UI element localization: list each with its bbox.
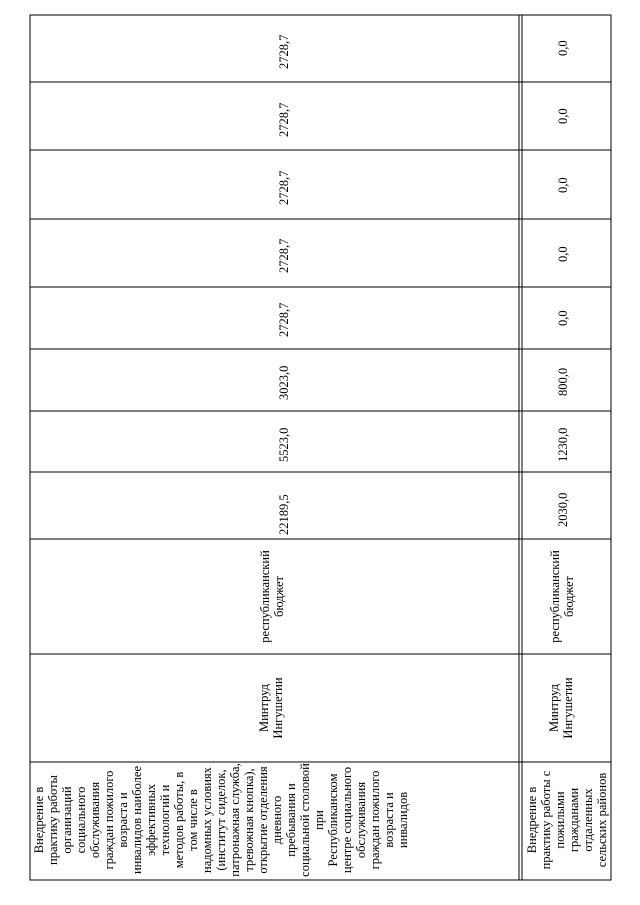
row2-value: 0,0: [556, 108, 570, 124]
row2-value: 0,0: [556, 246, 570, 262]
row2-value: 1230,0: [556, 427, 570, 462]
row2-value: 0,0: [556, 40, 570, 56]
row1-value: 2728,7: [277, 302, 291, 337]
row2-description: Внедрение в практику работы с пожилыми гражданами отдаленных сельских районов: [525, 770, 609, 870]
row2-value: 800,0: [556, 367, 570, 396]
row2-value: 2030,0: [556, 492, 570, 527]
row1-value: 2728,7: [277, 102, 291, 137]
row1-source: республиканский бюджет: [258, 550, 286, 643]
row1-value: 2728,7: [277, 238, 291, 273]
row1-executor: Минтруд Ингушетии: [257, 677, 285, 739]
row1-value: 2728,7: [277, 170, 291, 205]
row2-source: республиканский бюджет: [548, 550, 576, 643]
row1-value: 3023,0: [277, 365, 291, 400]
table-border: [30, 15, 611, 880]
row2-value: 0,0: [556, 310, 570, 326]
row2-executor: Минтруд Ингушетии: [547, 677, 575, 739]
row1-value: 5523,0: [277, 427, 291, 462]
row2-value: 0,0: [556, 177, 570, 193]
row1-value: 2728,7: [277, 34, 291, 69]
row1-description-text: Внедрение в практику работы организаций социального обслуживания граждан пожилого возраста и инвалидов наиболее эффективных технологий и методов работы, в том числе в надомных условиях (институт сиделок, патронажная служба, тревожная кнопка), открытие отделения дневного пребывания и социальной столовой при Республиканском центре социального обслуживания граждан пожилого возраста и инвалидов: [32, 763, 410, 877]
row1-value: 22189,5: [277, 494, 291, 535]
